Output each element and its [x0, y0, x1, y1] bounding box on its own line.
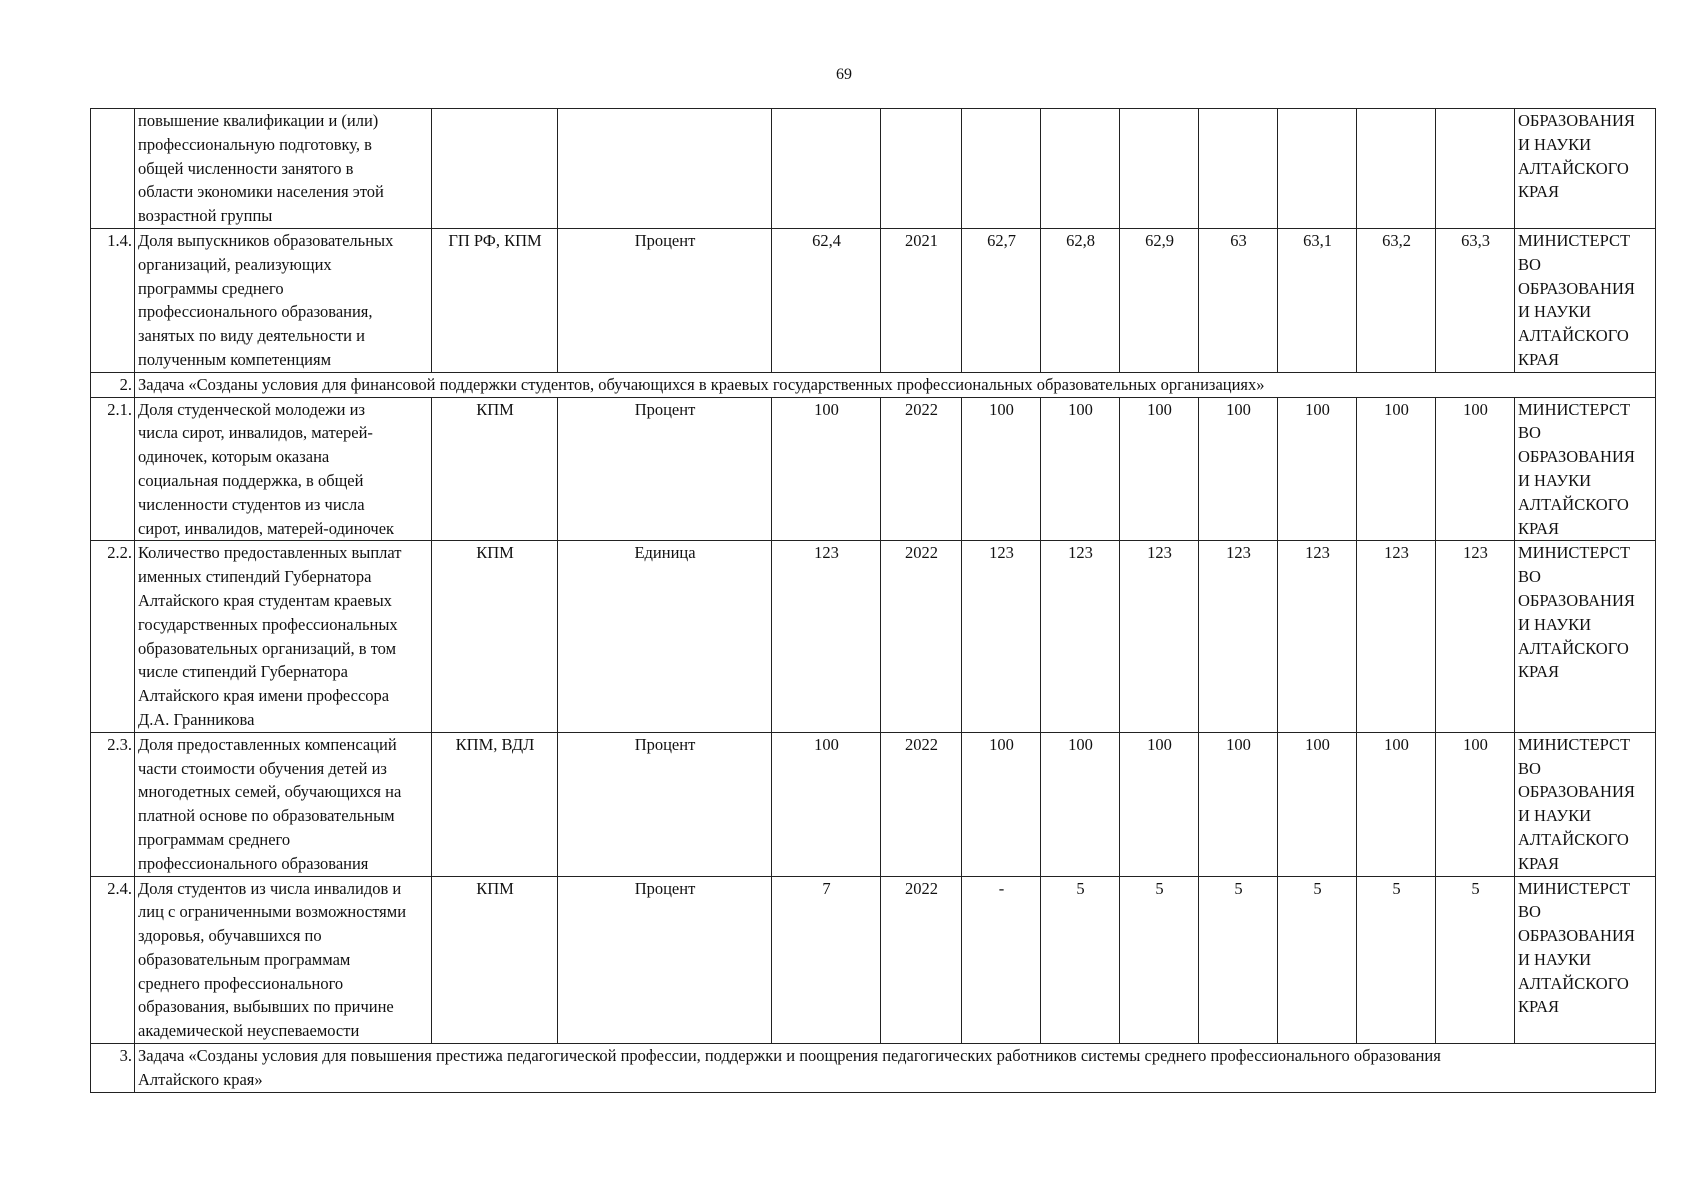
- text-line: лиц с ограниченными возможностями: [138, 902, 407, 922]
- year-value: 5: [1278, 876, 1357, 1044]
- text-line: Задача «Созданы условия для повышения престижа педагогической профессии, поддержки и поощрения педагогических работников системы среднего профессионального образования: [138, 1046, 1441, 1066]
- text-line: именных стипендий Губернатора: [138, 567, 372, 587]
- base-year: 2021: [881, 228, 962, 372]
- responsible-org: [1515, 876, 1656, 1044]
- indicator-unit: Процент: [558, 732, 772, 876]
- text-line: платной основе по образовательным: [138, 806, 395, 826]
- year-value: [1041, 109, 1120, 229]
- text-line: профессионального образования: [138, 853, 369, 873]
- year-value: 100: [1120, 732, 1199, 876]
- text-line: ОБРАЗОВАНИЯ: [1518, 926, 1635, 946]
- base-value: [772, 109, 881, 229]
- indicator-row: [91, 109, 1656, 229]
- text-line: КРАЯ: [1518, 662, 1559, 682]
- year-value: 123: [1120, 541, 1199, 732]
- text-line: повышение квалификации и (или): [138, 111, 379, 130]
- indicator-unit: Процент: [558, 397, 772, 541]
- base-year: [881, 109, 962, 229]
- text-line: ВО: [1518, 758, 1541, 778]
- text-line: занятых по виду деятельности и: [138, 326, 365, 346]
- text-line: Задача «Созданы условия для финансовой поддержки студентов, обучающихся в краевых государственных профессиональных образовательных организациях»: [138, 374, 1265, 394]
- text-line: КРАЯ: [1518, 518, 1559, 538]
- text-line: КРАЯ: [1518, 182, 1559, 202]
- text-line: профессиональную подготовку, в: [138, 134, 372, 154]
- text-line: Доля выпускников образовательных: [138, 230, 394, 250]
- year-value: 5: [1199, 876, 1278, 1044]
- indicator-row: [91, 397, 1656, 541]
- text-line: Д.А. Гранникова: [138, 709, 255, 729]
- year-value: 62,7: [962, 228, 1041, 372]
- base-year: 2022: [881, 876, 962, 1044]
- text-line: КРАЯ: [1518, 997, 1559, 1017]
- text-line: профессионального образования,: [138, 302, 373, 322]
- base-value: 123: [772, 541, 881, 732]
- year-value: 123: [1357, 541, 1436, 732]
- indicator-source: КПМ: [432, 397, 558, 541]
- indicator-row: [91, 732, 1656, 876]
- year-value: 123: [1278, 541, 1357, 732]
- table-body: [91, 109, 1656, 1093]
- base-year: 2022: [881, 732, 962, 876]
- task-row: [91, 372, 1656, 397]
- text-line: АЛТАЙСКОГО: [1518, 494, 1629, 514]
- indicator-name: [135, 109, 432, 229]
- indicator-row: [91, 541, 1656, 732]
- responsible-org: [1515, 228, 1656, 372]
- text-line: образовательным программам: [138, 949, 351, 969]
- row-number: 3.: [91, 1044, 135, 1093]
- text-line: МИНИСТЕРСТ: [1518, 399, 1631, 419]
- year-value: 100: [1041, 732, 1120, 876]
- row-number: 2.4.: [91, 876, 135, 1044]
- year-value: 100: [1278, 732, 1357, 876]
- year-value: 100: [1357, 732, 1436, 876]
- indicator-name: [135, 228, 432, 372]
- text-line: ВО: [1518, 902, 1541, 922]
- year-value: [962, 109, 1041, 229]
- page-number: 69: [836, 66, 852, 83]
- year-value: 100: [1199, 732, 1278, 876]
- row-number: 2.3.: [91, 732, 135, 876]
- responsible-org: [1515, 732, 1656, 876]
- text-line: АЛТАЙСКОГО: [1518, 829, 1629, 849]
- base-value: 7: [772, 876, 881, 1044]
- base-year: 2022: [881, 397, 962, 541]
- text-line: полученным компетенциям: [138, 349, 332, 369]
- text-line: части стоимости обучения детей из: [138, 758, 387, 778]
- text-line: ОБРАЗОВАНИЯ: [1518, 590, 1635, 610]
- text-line: среднего профессионального: [138, 973, 344, 993]
- indicators-table: [90, 108, 1656, 1093]
- text-line: одиночек, которым оказана: [138, 447, 330, 467]
- year-value: 5: [1041, 876, 1120, 1044]
- text-line: многодетных семей, обучающихся на: [138, 782, 402, 802]
- indicator-name: [135, 732, 432, 876]
- text-line: КРАЯ: [1518, 349, 1559, 369]
- year-value: 62,8: [1041, 228, 1120, 372]
- year-value: [1278, 109, 1357, 229]
- year-value: 100: [962, 732, 1041, 876]
- indicator-unit: [558, 109, 772, 229]
- text-line: АЛТАЙСКОГО: [1518, 973, 1629, 993]
- text-line: И НАУКИ: [1518, 949, 1592, 969]
- text-line: АЛТАЙСКОГО: [1518, 638, 1629, 658]
- indicator-name: [135, 397, 432, 541]
- text-line: Алтайского края студентам краевых: [138, 590, 392, 610]
- year-value: [1199, 109, 1278, 229]
- text-line: числа сирот, инвалидов, матерей-: [138, 423, 373, 443]
- year-value: 123: [1436, 541, 1515, 732]
- text-line: образования, выбывших по причине: [138, 997, 394, 1017]
- text-line: КРАЯ: [1518, 853, 1559, 873]
- row-number: 2.2.: [91, 541, 135, 732]
- task-title: [135, 1044, 1656, 1093]
- year-value: 123: [1199, 541, 1278, 732]
- row-number: 2.: [91, 372, 135, 397]
- year-value: 100: [1199, 397, 1278, 541]
- text-line: ОБРАЗОВАНИЯ: [1518, 782, 1635, 802]
- text-line: И НАУКИ: [1518, 614, 1592, 634]
- text-line: организаций, реализующих: [138, 254, 332, 274]
- text-line: И НАУКИ: [1518, 302, 1592, 322]
- indicator-name: [135, 876, 432, 1044]
- text-line: ОБРАЗОВАНИЯ: [1518, 111, 1635, 130]
- year-value: -: [962, 876, 1041, 1044]
- text-line: И НАУКИ: [1518, 806, 1592, 826]
- task-title: [135, 372, 1656, 397]
- text-line: Доля студентов из числа инвалидов и: [138, 878, 402, 898]
- text-line: общей численности занятого в: [138, 158, 354, 178]
- row-number: 1.4.: [91, 228, 135, 372]
- year-value: 5: [1357, 876, 1436, 1044]
- year-value: [1120, 109, 1199, 229]
- text-line: Алтайского края имени профессора: [138, 686, 390, 706]
- row-number: 2.1.: [91, 397, 135, 541]
- text-line: АЛТАЙСКОГО: [1518, 158, 1629, 178]
- year-value: 5: [1120, 876, 1199, 1044]
- indicator-source: [432, 109, 558, 229]
- indicator-source: КПМ: [432, 541, 558, 732]
- text-line: ВО: [1518, 254, 1541, 274]
- text-line: И НАУКИ: [1518, 134, 1592, 154]
- year-value: 100: [1041, 397, 1120, 541]
- indicator-row: [91, 228, 1656, 372]
- year-value: 123: [962, 541, 1041, 732]
- indicator-source: КПМ: [432, 876, 558, 1044]
- base-value: 62,4: [772, 228, 881, 372]
- text-line: ОБРАЗОВАНИЯ: [1518, 278, 1635, 298]
- text-line: ОБРАЗОВАНИЯ: [1518, 447, 1635, 467]
- base-year: 2022: [881, 541, 962, 732]
- responsible-org: [1515, 541, 1656, 732]
- indicator-source: КПМ, ВДЛ: [432, 732, 558, 876]
- year-value: 63: [1199, 228, 1278, 372]
- year-value: 100: [1278, 397, 1357, 541]
- year-value: 100: [1436, 732, 1515, 876]
- year-value: 123: [1041, 541, 1120, 732]
- text-line: возрастной группы: [138, 206, 273, 226]
- text-line: численности студентов из числа: [138, 494, 365, 514]
- text-line: ВО: [1518, 423, 1541, 443]
- text-line: области экономики населения этой: [138, 182, 384, 202]
- responsible-org: [1515, 109, 1656, 229]
- text-line: академической неуспеваемости: [138, 1021, 360, 1041]
- indicator-unit: Процент: [558, 876, 772, 1044]
- text-line: МИНИСТЕРСТ: [1518, 543, 1631, 563]
- indicator-unit: Единица: [558, 541, 772, 732]
- text-line: числе стипендий Губернатора: [138, 662, 348, 682]
- text-line: МИНИСТЕРСТ: [1518, 230, 1631, 250]
- responsible-org: [1515, 397, 1656, 541]
- year-value: 63,1: [1278, 228, 1357, 372]
- text-line: здоровья, обучавшихся по: [138, 926, 322, 946]
- base-value: 100: [772, 732, 881, 876]
- row-number: [91, 109, 135, 229]
- year-value: 5: [1436, 876, 1515, 1044]
- text-line: Количество предоставленных выплат: [138, 543, 402, 563]
- year-value: 100: [1120, 397, 1199, 541]
- year-value: 100: [1357, 397, 1436, 541]
- year-value: 62,9: [1120, 228, 1199, 372]
- year-value: 100: [962, 397, 1041, 541]
- text-line: образовательных организаций, в том: [138, 638, 397, 658]
- year-value: 100: [1436, 397, 1515, 541]
- year-value: 63,3: [1436, 228, 1515, 372]
- year-value: [1357, 109, 1436, 229]
- text-line: Доля предоставленных компенсаций: [138, 734, 397, 754]
- year-value: 63,2: [1357, 228, 1436, 372]
- indicator-name: [135, 541, 432, 732]
- text-line: программы среднего: [138, 278, 284, 298]
- task-row: [91, 1044, 1656, 1093]
- text-line: И НАУКИ: [1518, 470, 1592, 490]
- indicator-unit: Процент: [558, 228, 772, 372]
- text-line: МИНИСТЕРСТ: [1518, 734, 1631, 754]
- text-line: сирот, инвалидов, матерей-одиночек: [138, 518, 395, 538]
- text-line: программам среднего: [138, 829, 291, 849]
- text-line: АЛТАЙСКОГО: [1518, 326, 1629, 346]
- base-value: 100: [772, 397, 881, 541]
- text-line: государственных профессиональных: [138, 614, 398, 634]
- text-line: Алтайского края»: [138, 1069, 263, 1089]
- text-line: социальная поддержка, в общей: [138, 470, 364, 490]
- text-line: ВО: [1518, 567, 1541, 587]
- indicator-source: ГП РФ, КПМ: [432, 228, 558, 372]
- text-line: Доля студенческой молодежи из: [138, 399, 365, 419]
- year-value: [1436, 109, 1515, 229]
- text-line: МИНИСТЕРСТ: [1518, 878, 1631, 898]
- indicator-row: [91, 876, 1656, 1044]
